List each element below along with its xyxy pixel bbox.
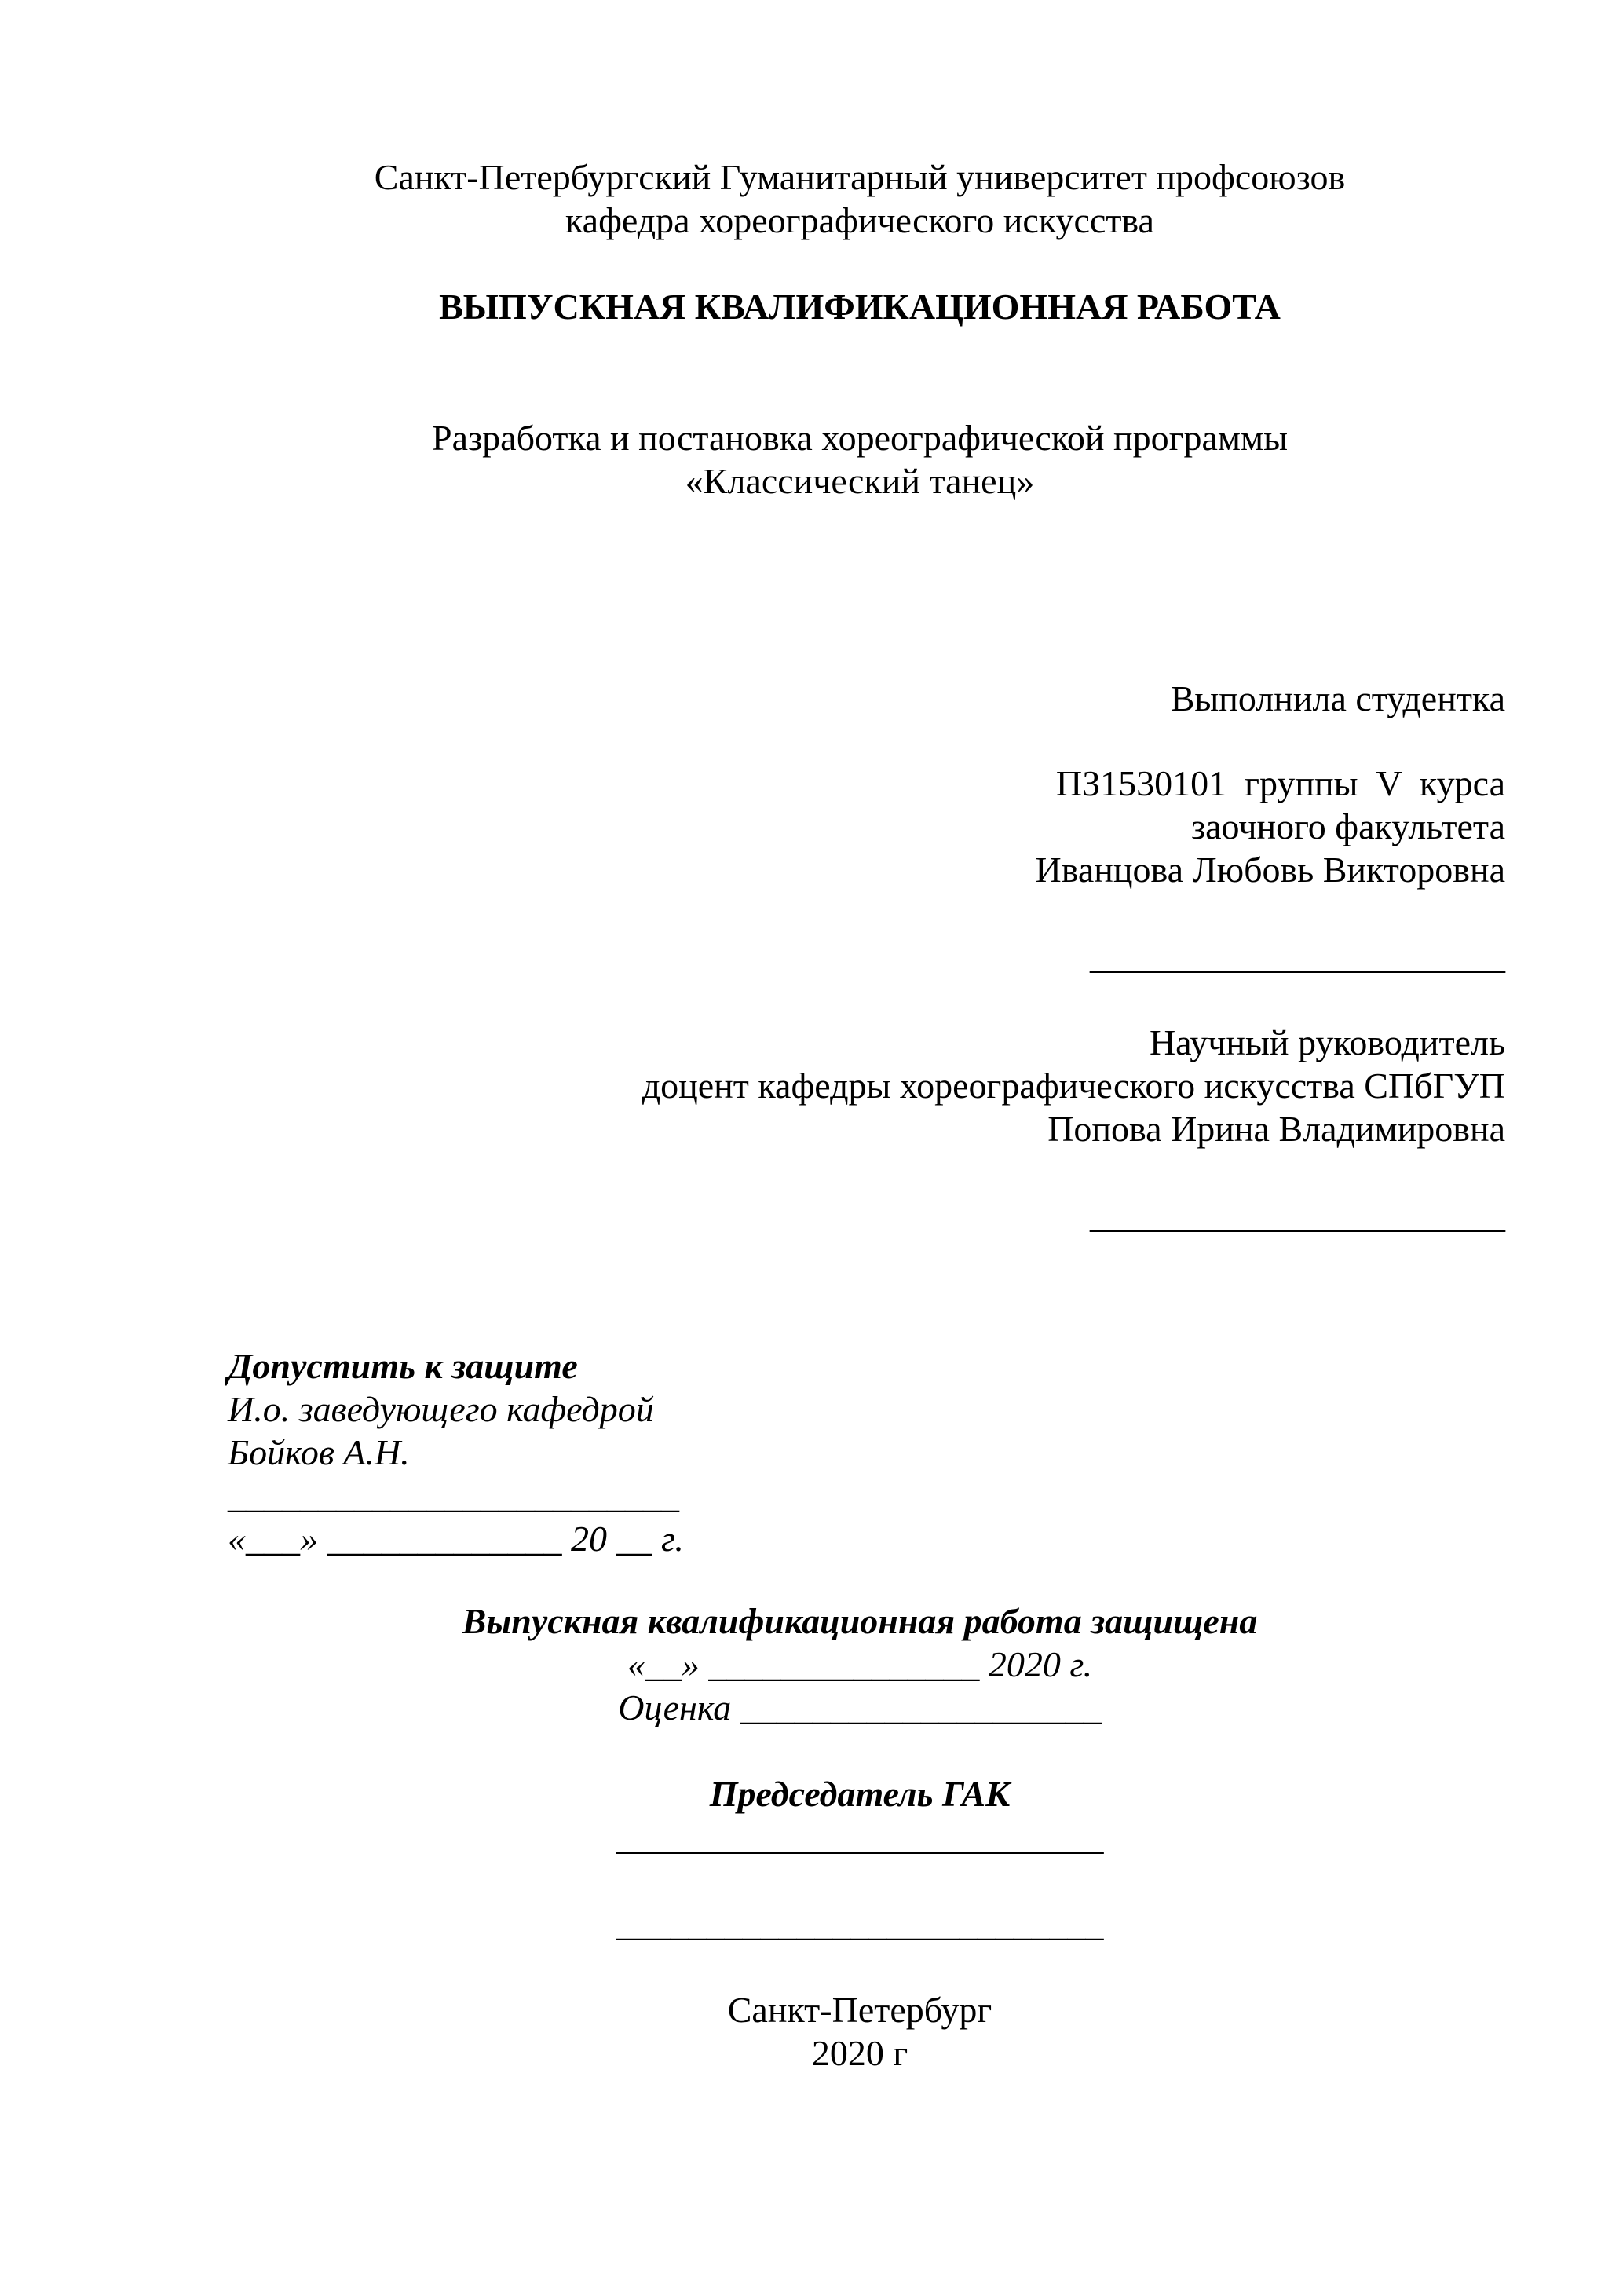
admission-signature-line: _________________________ [228, 1475, 679, 1515]
supervisor-name: Попова Ирина Владимировна [1047, 1109, 1505, 1149]
student-name: Иванцова Любовь Викторовна [1035, 850, 1505, 890]
commission-signature-line-2: ___________________________ [616, 1903, 1104, 1943]
student-signature-line: _______________________ [1090, 936, 1505, 976]
student-label: Выполнила студентка [1170, 678, 1505, 718]
work-type-title: ВЫПУСКНАЯ КВАЛИФИКАЦИОННАЯ РАБОТА [439, 287, 1281, 327]
student-group: ПЗ1530101 группы V курса [1055, 763, 1505, 803]
topic-line-1: Разработка и постановка хореографической программы [432, 418, 1288, 458]
commission-title: Председатель ГАК [709, 1774, 1011, 1814]
supervisor-signature-line: _______________________ [1090, 1195, 1505, 1235]
university-name: Санкт-Петербургский Гуманитарный университет профсоюзов [374, 157, 1346, 197]
student-faculty: заочного факультета [1190, 806, 1505, 846]
topic-line-2: «Классический танец» [685, 461, 1035, 501]
supervisor-position: доцент кафедры хореографического искусства СПбГУП [642, 1066, 1505, 1106]
defense-title: Выпускная квалификационная работа защищена [462, 1601, 1258, 1641]
admission-date-line: «___» _____________ 20 __ г. [228, 1519, 684, 1559]
defense-date-line: «__» _______________ 2020 г. [627, 1644, 1093, 1684]
commission-signature-line-1: ___________________________ [616, 1817, 1104, 1857]
department-name: кафедра хореографического искусства [565, 200, 1154, 240]
footer-year: 2020 г [811, 2033, 908, 2073]
admission-title: Допустить к защите [228, 1346, 578, 1386]
supervisor-label: Научный руководитель [1149, 1022, 1505, 1062]
admission-position: И.о. заведующего кафедрой [228, 1389, 654, 1429]
defense-grade-line: Оценка ____________________ [618, 1687, 1102, 1727]
footer-city: Санкт-Петербург [727, 1990, 992, 2030]
admission-name: Бойков А.Н. [228, 1432, 410, 1472]
